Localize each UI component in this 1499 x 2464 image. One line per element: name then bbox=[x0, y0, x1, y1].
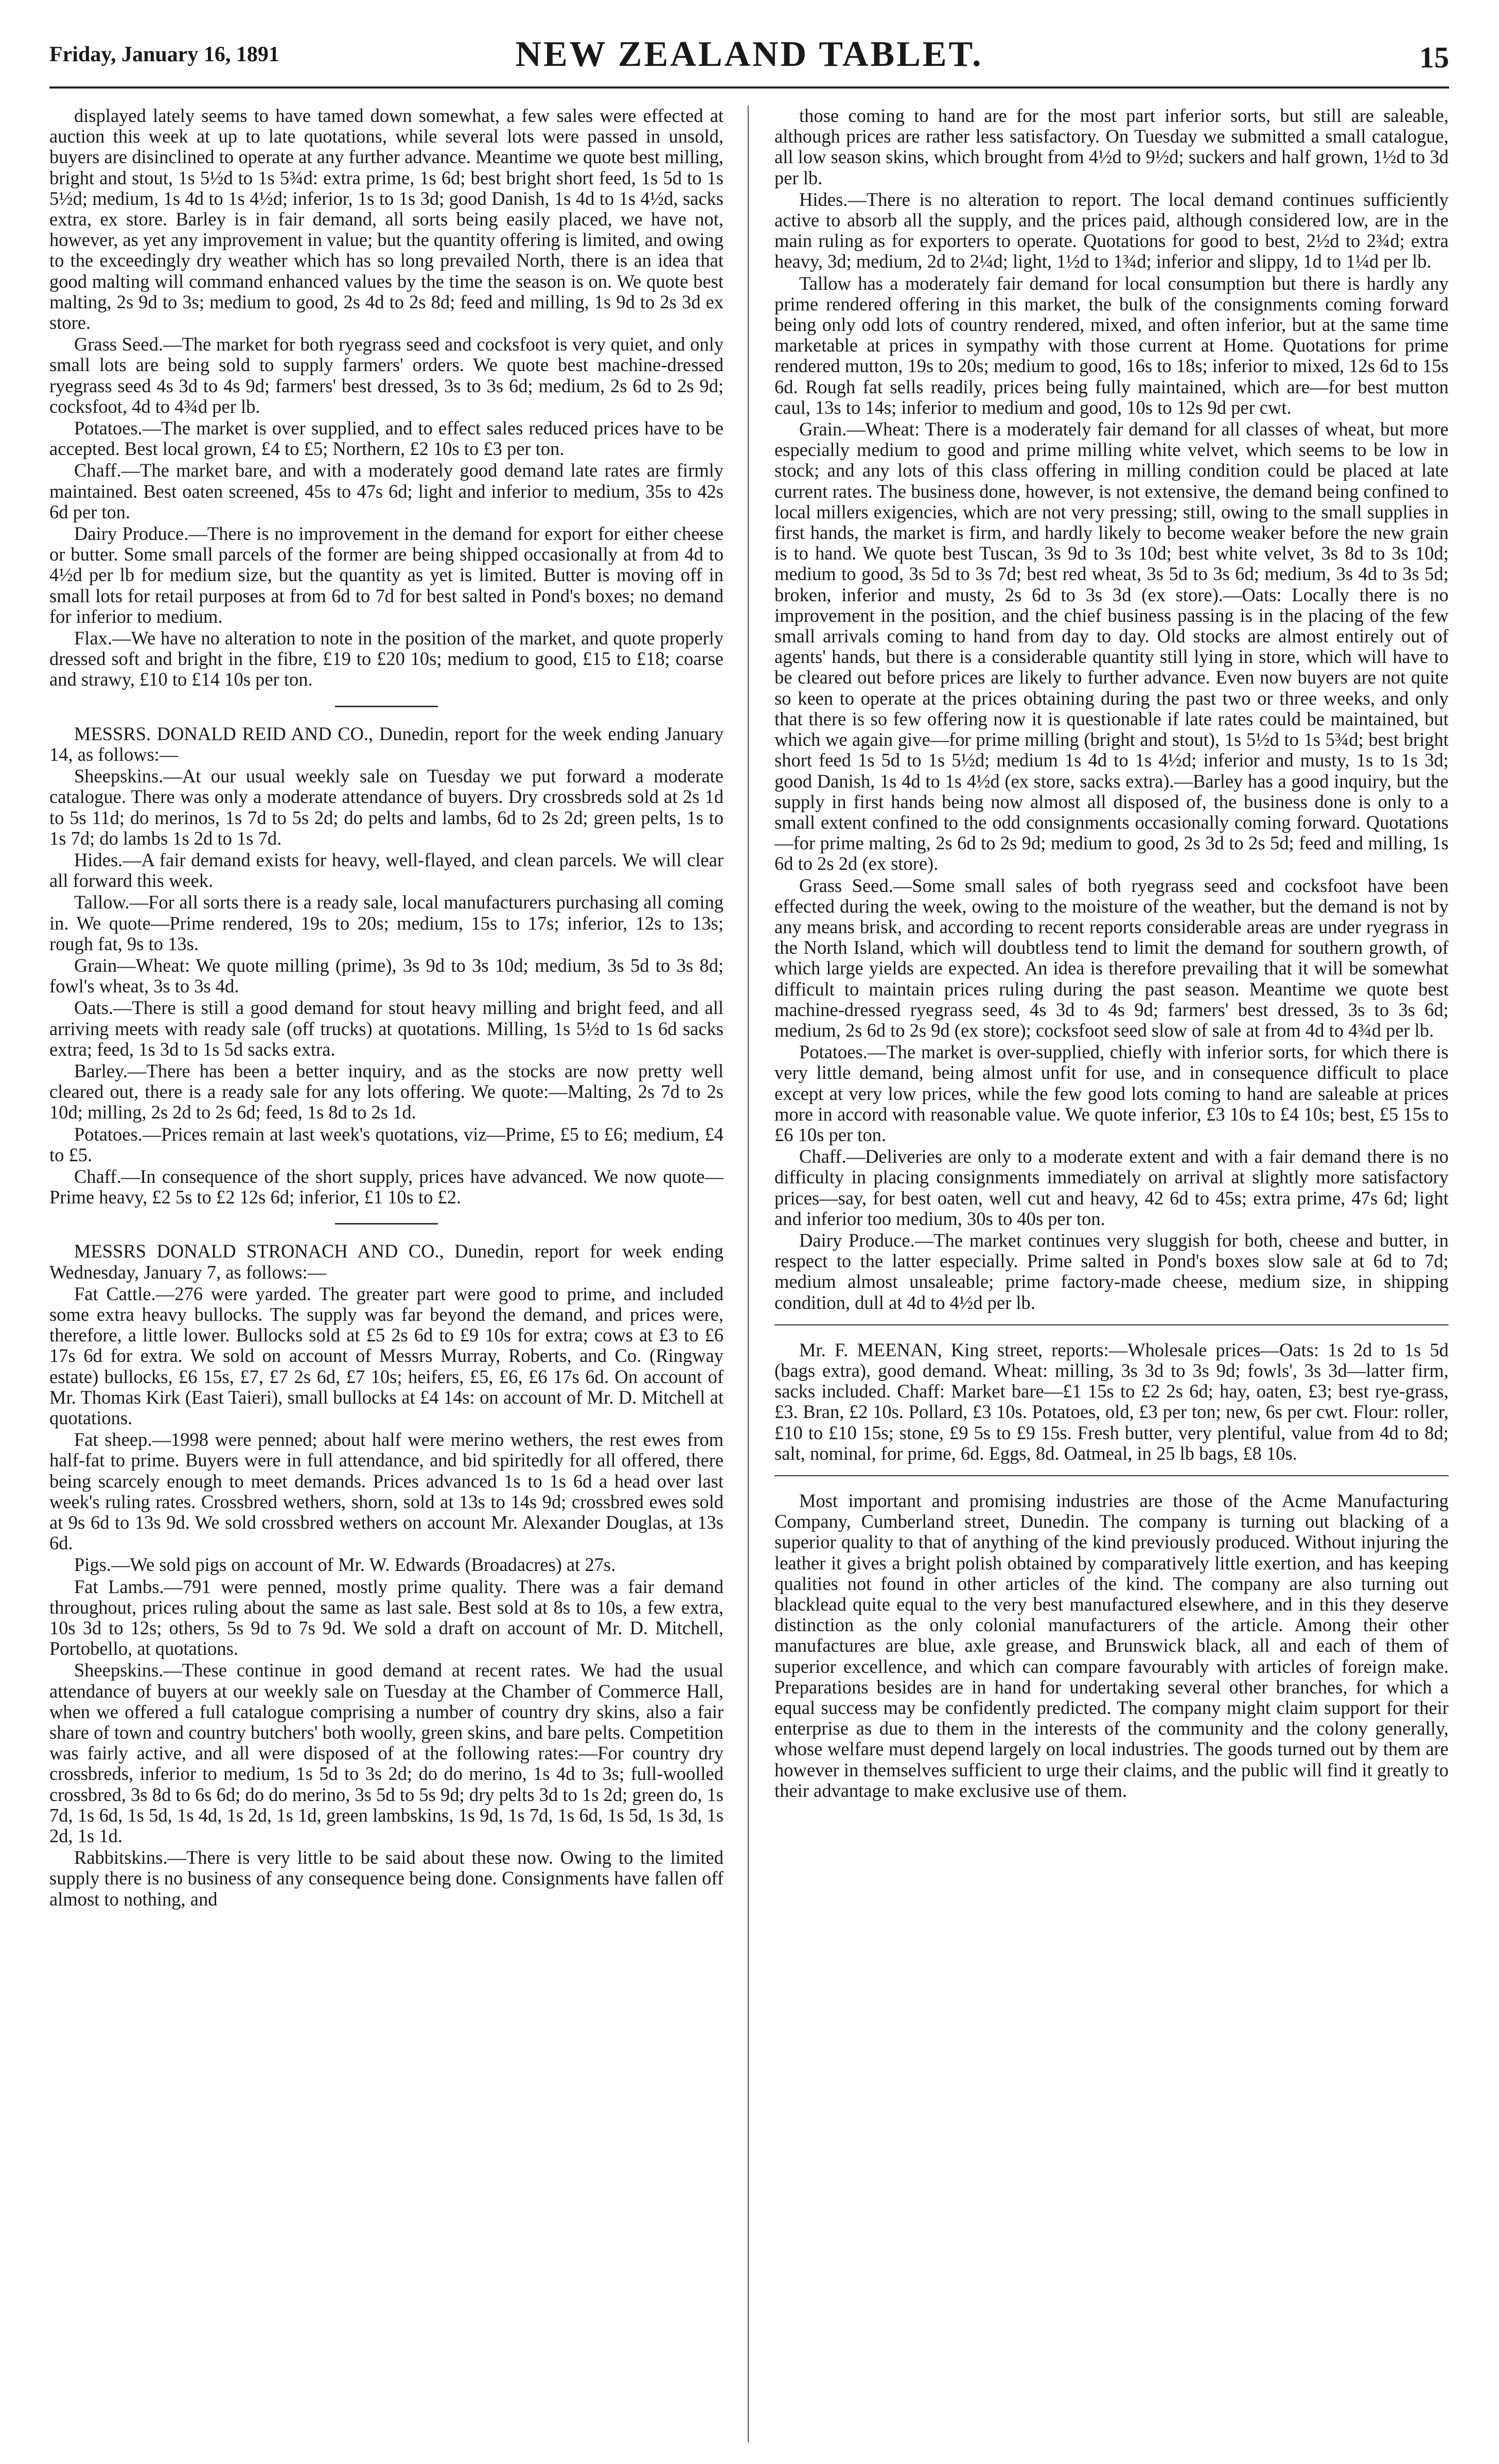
stronach-report-paragraph: Grain.—Wheat: There is a moderately fair demand for all classes of wheat, but more especially medium to good and prime milling white velvet, which seems to be low in stock; and any lots of this class offering in milling condition could be placed at late current rates. The business done, however, is not extensive, the demand being confined to local millers exigencies, which are not very pressing; still, owing to the small supplies in first hands, the market is firm, and hardly likely to become weaker before the new grain is to hand. We quote best Tuscan, 3s 9d to 3s 10d; best white velvet, 3s 8d to 3s 10d; medium to good, 3s 5d to 3s 7d; best red wheat, 3s 5d to 3s 6d; medium, 3s 4d to 3s 5d; broken, inferior and musty, 2s 6d to 3s 3d (ex store).—Oats: Locally there is no improvement in the position, and the chief business passing is in the placing of the few small arrivals coming to hand from day to day. Old stocks are almost entirely out of agents' hands, but there is a considerable quantity still lying in store, which will have to be cleared out before prices are likely to further advance. Even now buyers are not quite so keen to operate at the prices obtaining during the past two or three weeks, and only that there is so few offering now it is questionable if late rates could be maintained, but which we again give—for prime milling (bright and stout), 1s 5½d to 1s 5¾d; best bright short feed 1s 5d to 1s 5½d; medium 1s 4d to 1s 4½d; inferior and musty, 1s to 1s 3d; good Danish, 1s 4d to 1s 4½d (ex store, sacks extra).—Barley has a good inquiry, but the supply in first hands being now almost all disposed of, the business done is only to a small extent confined to the odd consignments occasionally coming forward. Quotations—for prime malting, 2s 6d to 2s 9d; medium to good, 2s 3d to 2s 5d; feed and milling, 1s 6d to 2s 2d (ex store). bbox=[774, 418, 1449, 875]
reid-report-paragraph: Hides.—A fair demand exists for heavy, well-flayed, and clean parcels. We will clear all forward this week. bbox=[49, 849, 724, 892]
stronach-report-paragraph: Rabbitskins.—There is very little to be said about these now. Owing to the limited supply there is no business of any consequence being done. Consignments have fallen off almost to nothing, and bbox=[49, 1847, 724, 1910]
section-separator bbox=[774, 1324, 1449, 1325]
masthead-title: NEW ZEALAND TABLET. bbox=[515, 34, 983, 74]
stronach-report-paragraph: Potatoes.—The market is over-supplied, chiefly with inferior sorts, for which there is very little demand, being almost unfit for use, and in consequence difficult to place except at very low prices, while the few good lots coming to hand are saleable at prices more in accord with reasonable value. We quote inferior, £3 10s to £4 10s; best, £5 15s to £6 10s per ton. bbox=[774, 1041, 1449, 1145]
market-report-paragraph: Flax.—We have no alteration to note in the position of the market, and quote properly dressed soft and bright in the fibre, £19 to £20 10s; medium to good, £15 to £18; coarse and strawy, £10 to £14 10s per ton. bbox=[49, 627, 724, 690]
reid-report-paragraph: Grain—Wheat: We quote milling (prime), 3s 9d to 3s 10d; medium, 3s 5d to 3s 8d; fowl's wheat, 3s to 3s 4d. bbox=[49, 954, 724, 997]
market-report-paragraph: displayed lately seems to have tamed down somewhat, a few sales were effected at auction this week at up to late quotations, while several lots were passed in unsold, buyers are disinclined to operate at any further advance. Meantime we quote best milling, bright and stout, 1s 5½d to 1s 5¾d: extra prime, 1s 6d; best bright short feed, 1s 5d to 1s 5½d; medium, 1s 4d to 1s 4½d; inferior, 1s to 1s 3d; good Danish, 1s 4d to 1s 4½d, sacks extra, ex store. Barley is in fair demand, all sorts being easily placed, we have not, however, as yet any improvement in value; but the quantity offering is limited, and owing to the exceedingly dry weather which has so long prevailed North, there is an idea that good malting will command enhanced values by the time the season is on. We quote best malting, 2s 9d to 3s; medium to good, 2s 4d to 2s 8d; feed and milling, 1s 9d to 2s 3d ex store. bbox=[49, 106, 724, 334]
stronach-report-paragraph: Pigs.—We sold pigs on account of Mr. W. Edwards (Broadacres) at 27s. bbox=[74, 1554, 616, 1576]
stronach-report-paragraph: Fat Lambs.—791 were penned, mostly prime quality. There was a fair demand throughout, prices ruling about the same as last sale. Best sold at 8s to 10s, a few extra, 10s 3d to 12s; others, 5s 9d to 7s 9d. We sold a draft on account of Mr. D. Mitchell, Portobello, at quotations. bbox=[49, 1576, 724, 1659]
page-number: 15 bbox=[1419, 41, 1449, 74]
reid-report-paragraph: Chaff.—In consequence of the short supply, prices have advanced. We now quote—Prime heavy, £2 5s to £2 12s 6d; inferior, £1 10s to £2. bbox=[49, 1165, 724, 1208]
reid-report-paragraph: Oats.—There is still a good demand for stout heavy milling and bright feed, and all arriving meets with ready sale (off trucks) at quotations. Milling, 1s 5½d to 1s 6d sacks extra; feed, 1s 3d to 1s 5d sacks extra. bbox=[49, 997, 724, 1060]
stronach-report-paragraph: Grass Seed.—Some small sales of both ryegrass seed and cocksfoot have been effected during the week, owing to the moisture of the weather, but the demand is not by any means brisk, and according to recent reports considerable areas are under ryegrass in the North Island, which will doubtless tend to limit the demand for southern growth, of which large yields are expected. An idea is therefore prevailing that it will be somewhat difficult to maintain prices ruling during the past season. Meantime we quote best machine-dressed ryegrass seed, 4s 3d to 4s 9d; farmers' best dressed, 3s to 3s 6d; medium, 2s 6d to 2s 9d (ex store); cocksfoot seed slow of sale at from 4d to 4¾d per lb. bbox=[774, 875, 1449, 1041]
reid-report-heading: MESSRS. DONALD REID AND CO., Dunedin, report for the week ending January 14, as follows:— bbox=[49, 723, 724, 765]
section-separator bbox=[335, 706, 438, 707]
right-column bbox=[774, 106, 1449, 2442]
reid-report-paragraph: Potatoes.—Prices remain at last week's quotations, viz—Prime, £5 to £6; medium, £4 to £5. bbox=[49, 1123, 724, 1165]
page-header bbox=[49, 31, 1449, 88]
section-separator bbox=[774, 1475, 1449, 1476]
market-report-paragraph: Chaff.—The market bare, and with a moderately good demand late rates are firmly maintained. Best oaten screened, 45s to 47s 6d; light and inferior to medium, 35s to 42s 6d per ton. bbox=[49, 460, 724, 522]
market-report-paragraph: Grass Seed.—The market for both ryegrass seed and cocksfoot is very quiet, and only small lots are being sold to supply farmers' orders. We quote best machine-dressed ryegrass seed 4s 3d to 4s 9d; farmers' best dressed, 3s to 3s 6d; medium, 2s 6d to 2s 9d; cocksfoot, 4d to 4¾d per lb. bbox=[49, 334, 724, 417]
left-column bbox=[49, 106, 724, 2442]
meenan-report-paragraph: Mr. F. MEENAN, King street, reports:—Wholesale prices—Oats: 1s 2d to 1s 5d (bags extra), good demand. Wheat: milling, 3s 3d to 3s 9d; fowls', 3s 3d—latter firm, sacks included. Chaff: Market bare—£1 15s to £2 2s 6d; hay, oaten, £3; best rye-grass, £3. Bran, £2 10s. Pollard, £3 10s. Potatoes, old, £3 per ton; new, 6s per cwt. Flour: roller, £10 to £10 15s; stone, £9 5s to £9 15s. Fresh butter, very plentiful, value from 4d to 8d; salt, nominal, for prime, 6d. Eggs, 8d. Oatmeal, in 25 lb bags, £8 10s. bbox=[774, 1339, 1449, 1464]
market-report-paragraph: Potatoes.—The market is over supplied, and to effect sales reduced prices have to be accepted. Best local grown, £4 to £5; Northern, £2 10s to £3 per ton. bbox=[49, 417, 724, 460]
stronach-report-paragraph: Chaff.—Deliveries are only to a moderate extent and with a fair demand there is no difficulty in placing consignments immediately on arrival at slightly more satisfactory prices—say, for best oaten, well cut and heavy, 42 6d to 45s; extra prime, 47s 6d; light and inferior too medium, 30s to 40s per ton. bbox=[774, 1146, 1449, 1229]
stronach-report-paragraph: Sheepskins.—These continue in good demand at recent rates. We had the usual attendance of buyers at our weekly sale on Tuesday at the Chamber of Commerce Hall, when we offered a full catalogue comprising a number of country dry skins, also a fair share of town and country butchers' both woolly, green skins, and bare pelts. Competition was fairly active, and all were disposed of at the following rates:—For country dry crossbreds, inferior to medium, 1s 5d to 3s 2d; do do merino, 1s 4d to 3s; full-woolled crossbred, 3s 8d to 6s 6d; do do merino, 3s 5d to 5s 9d; dry pelts 3d to 1s 2d; green do, 1s 7d, 1s 6d, 1s 5d, 1s 4d, 1s 2d, 1s 1d, green lambskins, 1s 9d, 1s 7d, 1s 6d, 1s 5d, 1s 3d, 1s 2d, 1s 1d. bbox=[49, 1659, 724, 1847]
stronach-report-paragraph: Tallow has a moderately fair demand for local consumption but there is hardly any prime rendered offering in this market, the bulk of the consignments coming forward being only odd lots of country rendered, mixed, and often inferior, but at the same time marketable at prices in sympathy with those current at Home. Quotations for prime rendered mutton, 19s to 20s; medium to good, 16s to 18s; inferior to mixed, 12s 6d to 15s 6d. Rough fat sells readily, prices being fully maintained, which are—for best mutton caul, 13s to 14s; inferior to medium and good, 10s to 12s 9d per cwt. bbox=[774, 272, 1449, 418]
reid-report-paragraph: Tallow.—For all sorts there is a ready sale, local manufacturers purchasing all coming in. We quote—Prime rendered, 19s to 20s; medium, 15s to 17s; inferior, 12s to 13s; rough fat, 9s to 13s. bbox=[49, 892, 724, 954]
stronach-report-paragraph: Fat Cattle.—276 were yarded. The greater part were good to prime, and included some extra heavy bullocks. The supply was far beyond the demand, and prices were, therefore, a little lower. Bullocks sold at £5 2s 6d to £9 10s for extra; cows at £3 to £6 17s 6d for extra. We sold on account of Messrs Murray, Roberts, and Co. (Ringway estate) bullocks, £6 15s, £7, £7 2s 6d, £7 10s; heifers, £5, £6, £6 17s 6d. On account of Mr. Thomas Kirk (East Taieri), small bullocks at £4 14s: on account of Mr. D. Mitchell at quotations. bbox=[49, 1283, 724, 1428]
acme-industry-paragraph: Most important and promising industries are those of the Acme Manufacturing Company, Cumberland street, Dunedin. The company is turning out blacking of a superior quality to that of anything of the kind previously produced. Without injuring the leather it gives a bright polish obtained by comparatively little exertion, and has keeping qualities not found in other articles of the kind. The company are also turning out blacklead quite equal to the very best manufactured elsewhere, and in this they deserve distinction as the only colonial manufacturers of the article. Among their other manufactures are blue, axle grease, and Brunswick black, all and each of them of superior excellence, and which can compare favourably with articles of foreign make. Preparations besides are in hand for undertaking several other branches, for which a equal success may be confidently predicted. The company might claim support for their enterprise as due to them in the interests of the community and the colony generally, whose welfare must depend largely on local industries. The goods turned out by them are however in themselves sufficient to urge their claims, and the public will find it greatly to their advantage to make exclusive use of them. bbox=[774, 1490, 1449, 1801]
stronach-report-paragraph: Dairy Produce.—The market continues very sluggish for both, cheese and butter, in respect to the latter especially. Prime salted in Pond's boxes slow sale at 6d to 7d; medium almost unsaleable; prime factory-made cheese, medium size, in shipping condition, dull at 4d to 4½d per lb. bbox=[774, 1229, 1449, 1313]
section-separator bbox=[335, 1223, 438, 1225]
stronach-report-paragraph: those coming to hand are for the most part inferior sorts, but still are saleable, although prices are rather less satisfactory. On Tuesday we submitted a small catalogue, all low season skins, which brought from 4½d to 9½d; suckers and half grown, 1½d to 3d per lb. bbox=[774, 106, 1449, 188]
stronach-report-heading: MESSRS DONALD STRONACH AND CO., Dunedin, report for week ending Wednesday, January 7, as follows:— bbox=[49, 1240, 724, 1283]
header-rule bbox=[49, 86, 1449, 89]
market-report-paragraph: Dairy Produce.—There is no improvement in the demand for export for either cheese or butter. Some small parcels of the former are being shipped occasionally at from 4d to 4½d per lb for medium size, but the quantity as yet is limited. Butter is moving off in small lots for retail purposes at from 6d to 7d for best salted in Pond's boxes; no demand for inferior to medium. bbox=[49, 523, 724, 627]
stronach-report-paragraph: Fat sheep.—1998 were penned; about half were merino wethers, the rest ewes from half-fat to prime. Buyers were in full attendance, and bid spiritedly for all offered, there being scarcely enough to meet demands. Prices advanced 1s to 1s 6d a head over last week's ruling rates. Crossbred wethers, shorn, sold at 13s to 14s 9d; crossbred ewes sold at 9s 6d to 13s 9d. We sold crossbred wethers on account Mr. Alexander Douglas, at 13s 6d. bbox=[49, 1429, 724, 1554]
reid-report-paragraph: Barley.—There has been a better inquiry, and as the stocks are now pretty well cleared out, there is a ready sale for any lots offering. We quote:—Malting, 2s 7d to 2s 10d; milling, 2s 2d to 2s 6d; feed, 1s 8d to 2s 1d. bbox=[49, 1060, 724, 1123]
stronach-report-paragraph: Hides.—There is no alteration to report. The local demand continues sufficiently active to absorb all the supply, and the prices paid, although considered low, are in the main ruling as for exporters to operate. Quotations for good to best, 2½d to 2¾d; extra heavy, 3d; medium, 2d to 2¼d; light, 1½d to 1¾d; inferior and slippy, 1d to 1¼d per lb. bbox=[774, 188, 1449, 272]
issue-date: Friday, January 16, 1891 bbox=[49, 43, 279, 66]
column-divider bbox=[748, 106, 749, 2442]
reid-report-paragraph: Sheepskins.—At our usual weekly sale on Tuesday we put forward a moderate catalogue. There was only a moderate attendance of buyers. Dry crossbreds sold at 2s 1d to 5s 11d; do merinos, 1s 7d to 5s 2d; do pelts and lambs, 6d to 2s 2d; green pelts, 1s to 1s 7d; do lambs 1s 2d to 1s 7d. bbox=[49, 765, 724, 849]
